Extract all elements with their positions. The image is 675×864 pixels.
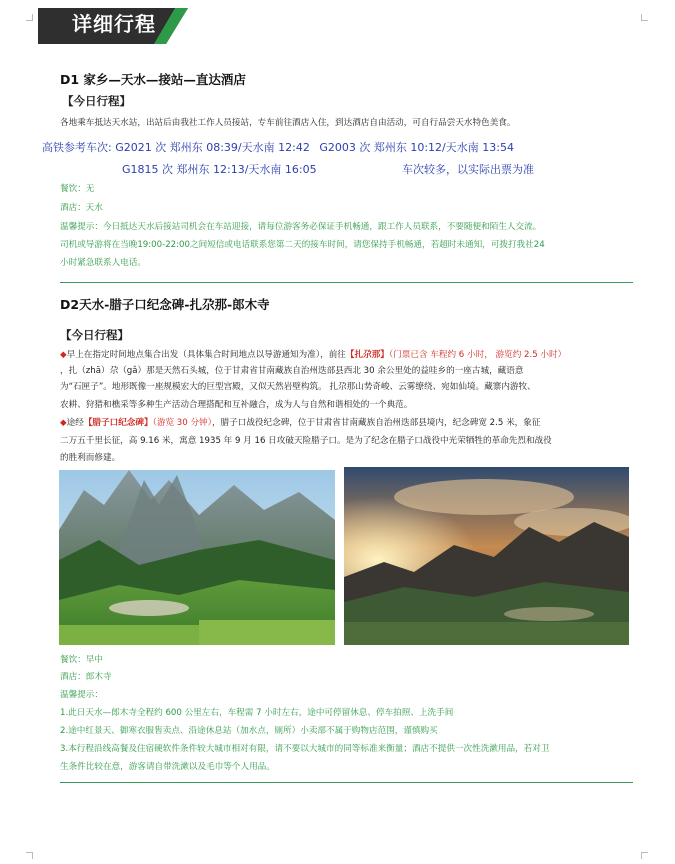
p1-text: 早上在指定时间地点集合出发（具体集合时间地点以导游通知为准），前往 [66,350,346,360]
day1-meals: 餐饮：无 [60,184,95,194]
bullet-icon: ◆ [60,418,67,428]
day2-paragraph-2 [60,416,540,431]
corner-mark [26,852,33,859]
day1-tip-line: 小时紧急联系人电话。 [60,258,146,268]
day2-tip-item-continued: 生条件比较在意，游客请自带洗漱以及毛巾等个人用品。 [60,762,275,772]
day2-hotel: 酒店：郎木寺 [60,672,112,682]
train-no: G2021 次 [115,141,167,154]
day2-paragraph-1 [60,348,640,363]
day2-paragraph-2-line: 的胜利而修建。 [60,453,121,463]
train-line-2 [122,162,317,178]
day2-paragraph-1-line: ，扎（zhā）尕（gǎ）那是天然石头城，位于甘肃省甘南藏族自治州迭部县西北 30 余公里处的益哇乡的一座古城，藏语意 [60,366,524,376]
train-route: 郑州东 08:39/天水南 12:42 [169,141,310,154]
page-title: 详细行程 [72,12,156,36]
zhagana-mountain-photo [59,470,335,645]
day2-section-label: 【今日行程】 [60,328,129,342]
train-line-1 [42,140,514,156]
day2-tip-item: 2.途中红景天、御寒衣服售卖点、沿途休息站（加水点，厕所）小卖部不属于购物店范围，谨慎购买 [60,726,438,736]
train-route: 郑州东 10:12/天水南 13:54 [373,141,514,154]
p2-highlight: 【腊子口纪念碑】 [83,418,153,428]
p2-duration: （游览 30 分钟） [152,418,212,428]
train-route: 郑州东 12:13/天水南 16:05 [176,163,317,176]
day1-description: 各地乘车抵达天水站，出站后由我社工作人员接站，专车前往酒店入住，到达酒店自由活动，可自行品尝天水特色美食。 [60,118,516,128]
day2-meals: 餐饮：早中 [60,655,103,665]
section-divider [60,782,633,783]
day1-title: D1 家乡—天水—接站—直达酒店 [60,72,246,87]
train-note: 车次较多，以实际出票为准 [402,163,534,176]
day1-tip-line: 司机或导游将在当晚19:00-22:00之间短信或电话联系您第二天的接车时间，请您保持手机畅通，若超时未通知，可拨打我社24 [60,240,545,250]
day2-title: D2天水-腊子口纪念碑-扎尕那-郎木寺 [60,297,270,312]
valley-sunset-photo [344,467,629,645]
day1-section-label: 【今日行程】 [62,94,131,108]
day1-hotel: 酒店：天水 [60,203,103,213]
train-no: G1815 次 [122,163,174,176]
day2-paragraph-1-line: 农耕、狩猎和樵采等多种生产活动合理搭配和互补融合，成为人与自然和谐相处的一个典范。 [60,400,413,410]
corner-mark [641,14,648,21]
corner-mark [641,852,648,859]
day2-paragraph-1-line: 为“石匣子”。地形既像一座规模宏大的巨型宫殿，又似天然岩壁构筑。 扎尕那山势奇峻、云雾缭绕、宛如仙境。藏寨内游牧、 [60,382,536,392]
p2-prefix: 途经 [66,418,84,428]
day2-tip-item: 3.本行程沿线高餐及住宿硬软件条件较大城市相对有限，请不要以大城市的同等标准来衡量；酒店不提供一次性洗漱用品，若对卫 [60,744,550,754]
day2-tip-label: 温馨提示： [60,690,103,700]
day2-tip-item: 1.此日天水—郎木寺全程约 600 公里左右，车程需 7 小时左右，途中可停留休息、停车拍照、上洗手间 [60,708,454,718]
train-label: 高铁参考车次: [42,141,112,154]
day1-tip-line: 温馨提示：今日抵达天水后接站司机会在车站迎接，请每位游客务必保证手机畅通，跟工作人员联系，不要随便和陌生人交流。 [60,222,542,232]
section-divider [60,282,633,283]
p1-duration: （门票已含 车程约 6 小时， 游览约 2.5 小时） [388,350,567,360]
bullet-icon: ◆ [60,350,67,360]
p1-highlight: 【扎尕那】 [345,350,389,360]
p2-text: ，腊子口战役纪念碑，位于甘肃省甘南藏族自治州迭部县境内，纪念碑宽 2.5 米，象征 [211,418,541,428]
corner-mark [26,14,33,21]
train-no: G2003 次 [319,141,371,154]
day2-paragraph-2-line: 二万五千里长征，高 9.16 米，寓意 1935 年 9 月 16 日攻破天险腊子口。是为了纪念在腊子口战役中光荣牺牲的革命先烈和战役 [60,436,552,446]
